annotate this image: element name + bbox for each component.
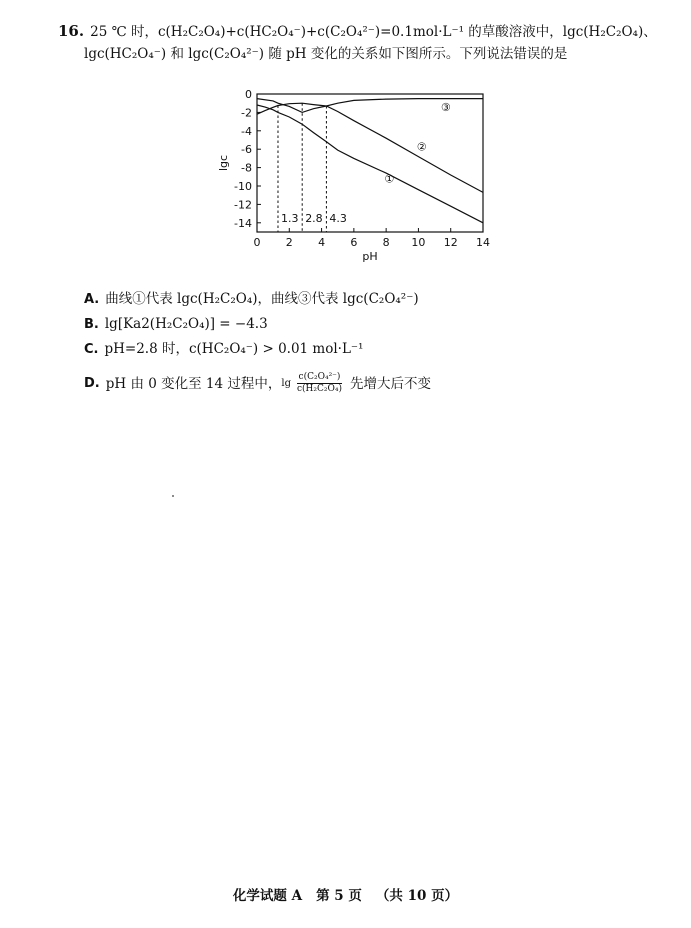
question-number: 16.	[58, 22, 85, 40]
option-c-text: pH=2.8 时，c(HC₂O₄⁻) > 0.01 mol·L⁻¹	[104, 341, 364, 357]
curve-1	[257, 105, 483, 226]
option-c	[84, 338, 431, 363]
ph-marker-label: 4.3	[329, 212, 347, 226]
option-d-lg: lg	[281, 377, 291, 389]
x-tick-label: 14	[476, 236, 490, 249]
question-stem	[58, 20, 668, 65]
option-b-text: lg[Ka2(H₂C₂O₄)] = −4.3	[104, 316, 268, 332]
footer-subject: 化学试题 A	[232, 888, 303, 904]
y-tick-label: -2	[241, 106, 252, 120]
ph-marker-label: 2.8	[305, 212, 323, 226]
fraction-denominator: c(H₂C₂O₄)	[296, 384, 342, 394]
answer-options	[84, 288, 431, 396]
option-b	[84, 313, 431, 338]
x-tick-label: 6	[350, 236, 358, 249]
curve-label-2: ②	[416, 140, 427, 154]
x-axis-label: pH	[362, 250, 378, 263]
option-d-label: D.	[84, 375, 100, 391]
y-tick-label: -10	[234, 180, 252, 193]
y-tick-label: -14	[234, 216, 252, 230]
y-tick-label: 0	[245, 88, 252, 101]
option-b-label: B.	[84, 317, 99, 332]
ph-marker-label: 1.3	[280, 212, 299, 226]
option-c-label: C.	[84, 342, 99, 357]
x-tick-label: 12	[443, 236, 458, 249]
x-tick-label: 0	[253, 236, 261, 249]
curve-2	[257, 100, 483, 192]
y-tick-label: -6	[241, 143, 252, 157]
question-line-2: lgc(HC₂O₄⁻) 和 lgc(C₂O₄²⁻) 随 pH 变化的关系如下图所示。下列说法错误的是	[84, 46, 568, 62]
footer-total: （共 10 页）	[375, 888, 459, 904]
question-text-1: 25 ℃ 时，c(H₂C₂O₄)+c(HC₂O₄⁻)+c(C₂O₄²⁻)=0.1mol·L⁻¹ 的草酸溶液中，lgc(H₂C₂O₄)、	[90, 24, 657, 40]
option-a	[84, 288, 431, 313]
option-a-label: A.	[84, 292, 100, 307]
page-footer	[0, 884, 691, 904]
x-tick-label: 8	[382, 236, 390, 249]
footer-page: 第 5 页	[316, 888, 362, 904]
x-tick-label: 2	[285, 236, 293, 249]
question-line-1	[58, 20, 668, 43]
curve-label-1: ①	[384, 172, 395, 186]
scan-speck	[172, 495, 174, 497]
option-d-post: 先增大后不变	[349, 375, 431, 392]
option-a-text: 曲线①代表 lgc(H₂C₂O₄)，曲线③代表 lgc(C₂O₄²⁻)	[105, 291, 419, 307]
y-tick-label: -4	[241, 124, 252, 138]
y-axis-label: lgc	[217, 154, 230, 172]
option-d	[84, 371, 431, 396]
lgc-ph-chart	[210, 86, 500, 268]
option-d-pre: pH 由 0 变化至 14 过程中，	[105, 375, 282, 392]
curve-label-3: ③	[440, 100, 451, 114]
fraction-numerator: c(C₂O₄²⁻)	[298, 372, 341, 382]
x-tick-label: 10	[411, 236, 426, 249]
y-tick-label: -12	[234, 198, 252, 212]
x-tick-label: 4	[318, 236, 326, 249]
y-tick-label: -8	[241, 161, 252, 175]
option-d-fraction	[295, 372, 344, 395]
